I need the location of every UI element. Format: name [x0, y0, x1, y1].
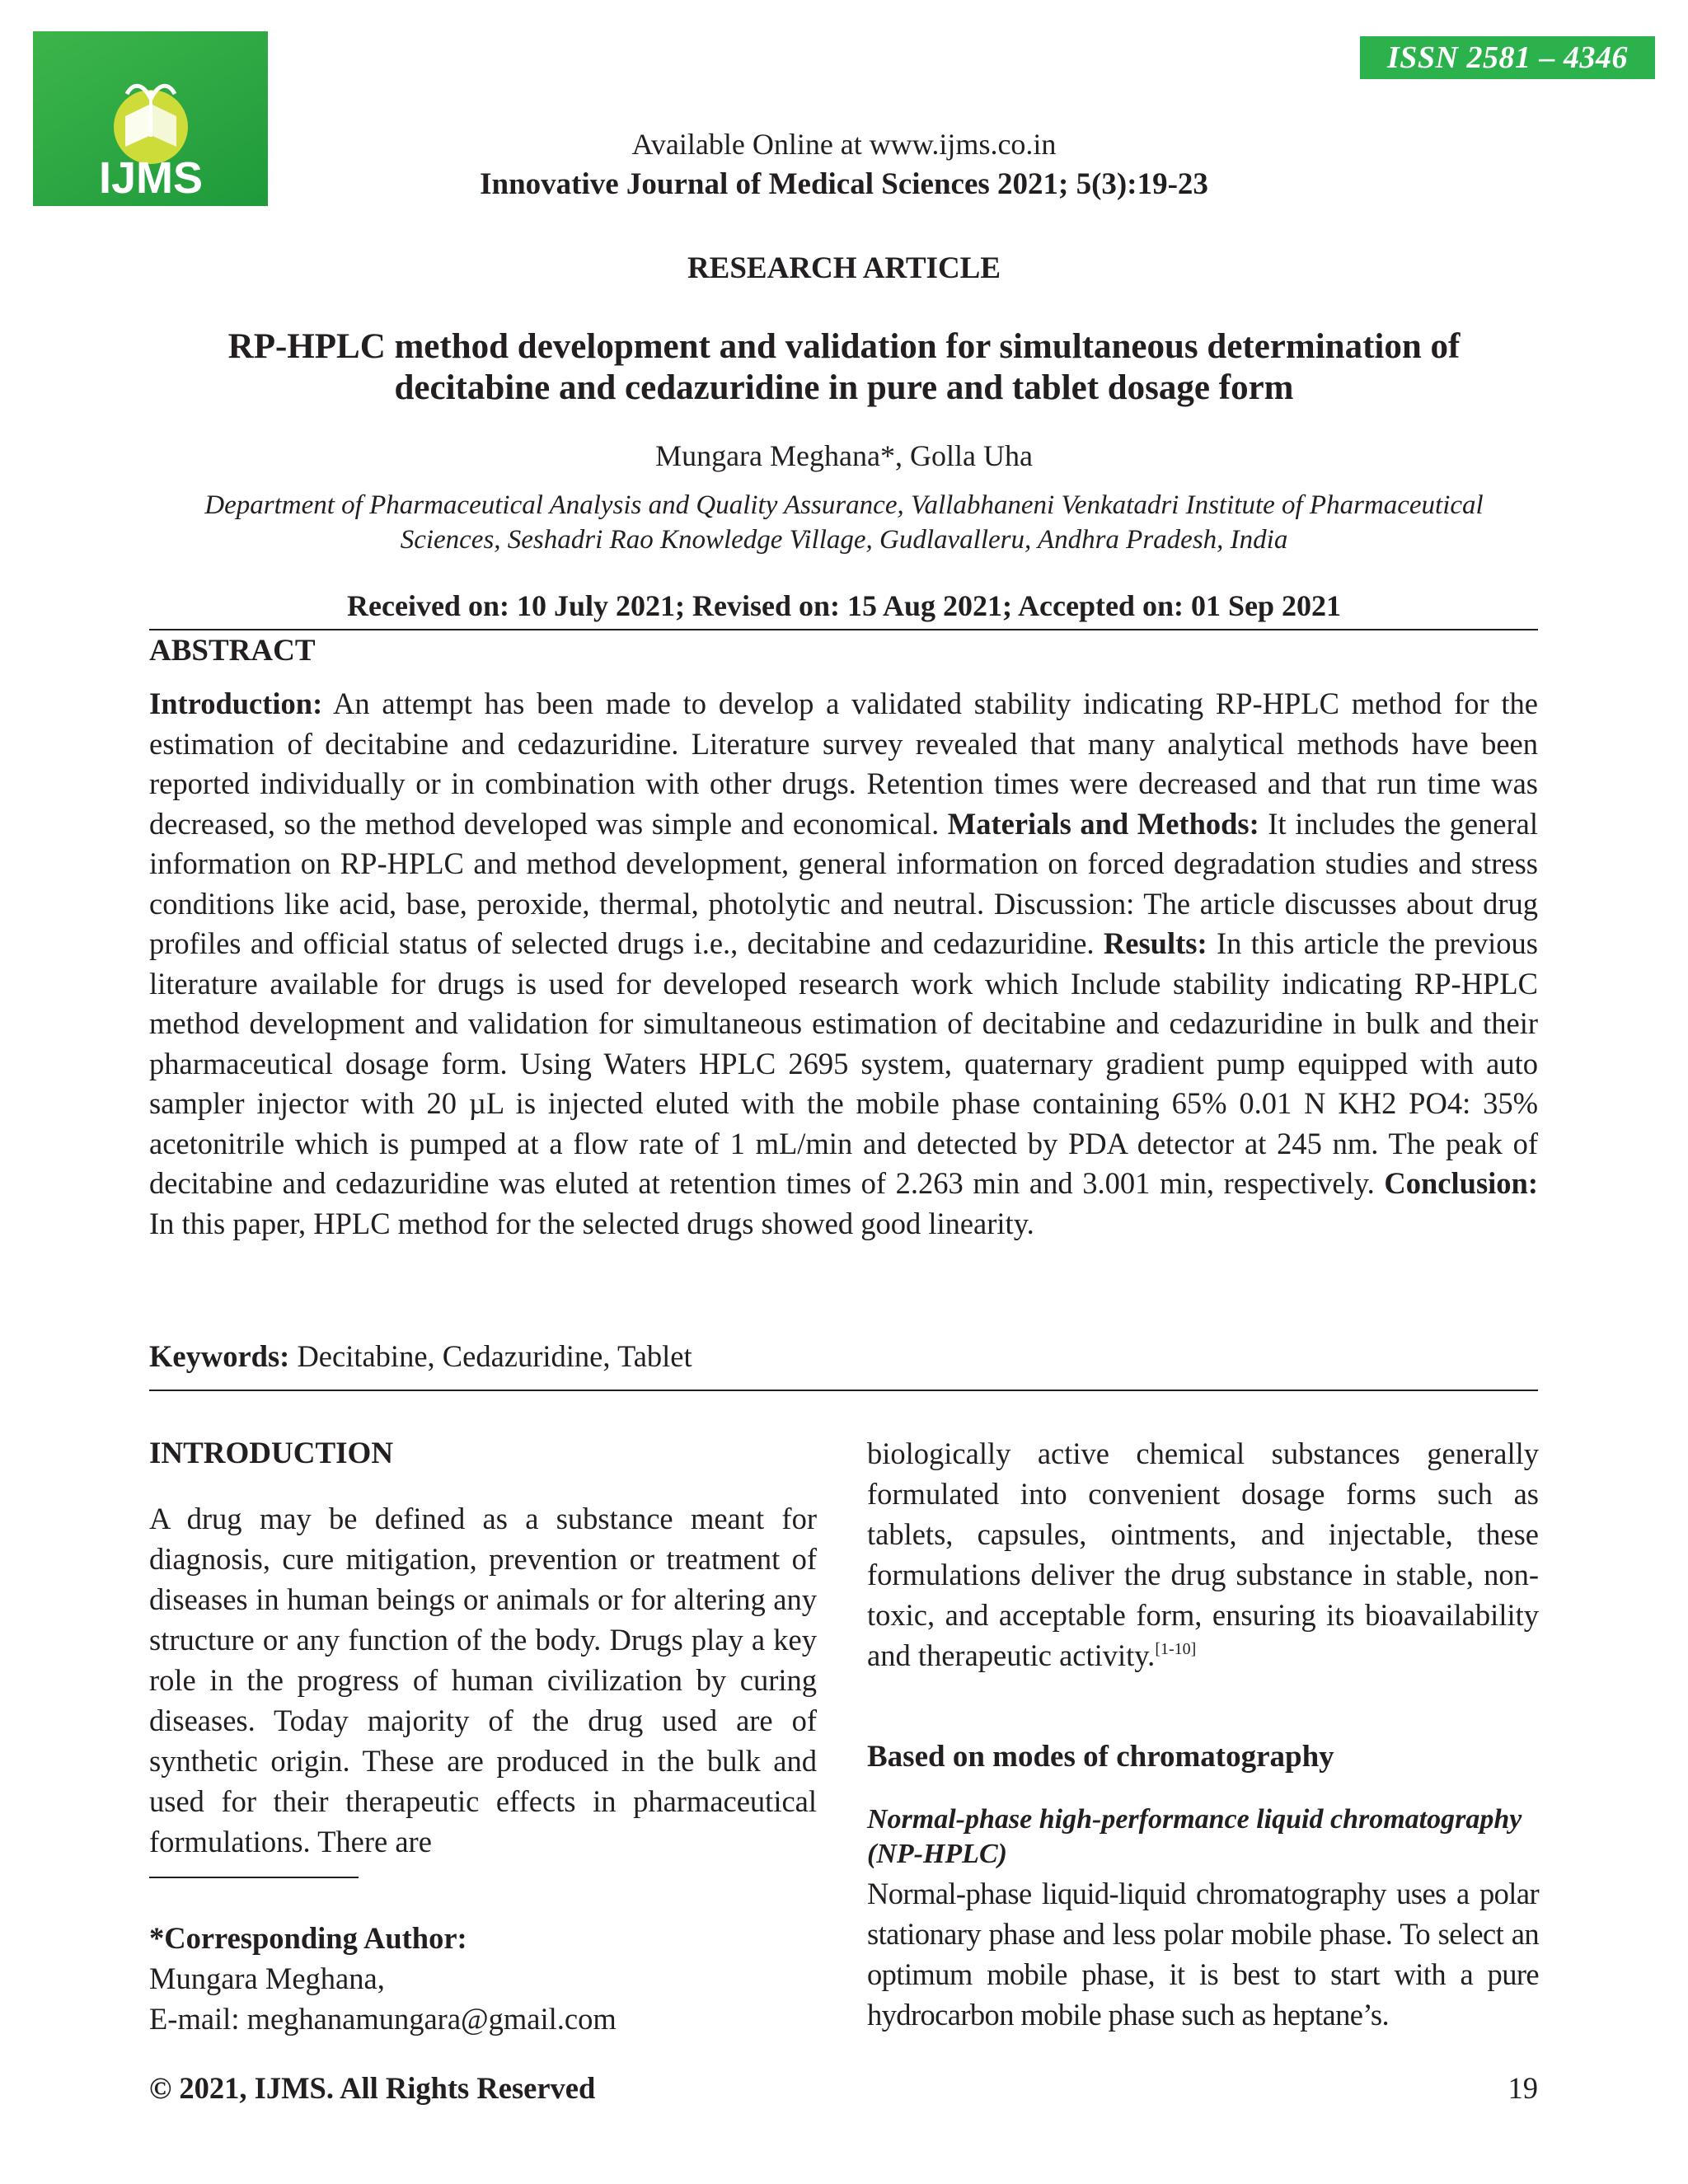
abstract-methods-text: It includes the general information on RP-HPLC and method development, general information on forced degradation studies and stress conditions like acid, base, peroxide, thermal, photolytic and neutral. Discussion: The article discusses about drug profiles and official status of selected drugs i.e., decitabine and cedazuridine. — [149, 806, 1539, 960]
journal-citation: Innovative Journal of Medical Sciences 2021; 5(3):19-23 — [480, 167, 1208, 201]
np-hplc-subheading: Normal-phase high-performance liquid chromatography (NP-HPLC) — [867, 1804, 1522, 1869]
chromatography-modes-heading: Based on modes of chromatography — [867, 1740, 1334, 1774]
footnote-divider — [149, 1877, 359, 1878]
page-number: 19 — [1507, 2071, 1538, 2105]
introduction-body: A drug may be defined as a substance meant for diagnosis, cure mitigation, prevention or treatment of diseases in human beings or animals or for altering any structure or any function of the body. Drugs play a key role in the progress of human civilization by curing diseases. Today majority of the drug used are of synthetic origin. These are produced in the bulk and used for their therapeutic effects in pharmaceutical formulations. There are — [149, 1502, 817, 1858]
article-title: RP-HPLC method development and validation for simultaneous determination of decitabine and cedazuridine in pure and tablet dosage form — [227, 327, 1461, 407]
introduction-continuation — [867, 1433, 1539, 1675]
abstract-introduction-label: Introduction: — [149, 687, 323, 720]
abstract-introduction-text: An attempt has been made to develop a validated stability indicating RP-HPLC method for the estimation of decitabine and cedazuridine. Literature survey revealed that many analytical methods have been reported individually or in combination with other drugs. Retention times were decreased and that run time was decreased, so the method developed was simple and economical. — [149, 687, 1538, 841]
abstract-conclusion-text: In this paper, HPLC method for the selected drugs showed good linearity. — [149, 1206, 1034, 1240]
divider-top — [149, 629, 1538, 630]
citation-reference: [1-10] — [1155, 1640, 1197, 1658]
np-hplc-body: Normal-phase liquid-liquid chromatography uses a polar stationary phase and less polar mobile phase. To select an optimum mobile phase, it is best to start with a pure hydrocarbon mobile phase such as heptane’s. — [867, 1877, 1539, 2032]
abstract-heading: ABSTRACT — [149, 634, 316, 668]
abstract-results-text: In this article the previous literature available for drugs is used for developed research work which Include stability indicating RP-HPLC method development and validation for simultaneous estimation of decitabine and cedazuridine in bulk and their pharmaceutical dosage form. Using Waters HPLC 2695 system, quaternary gradient pump equipped with auto sampler injector with 20 µL is injected eluted with the mobile phase containing 65% 0.01 N KH2 PO4: 35% acetonitrile which is pumped at a flow rate of 1 mL/min and detected by PDA detector at 245 nm. The peak of decitabine and cedazuridine was eluted at retention times of 2.263 min and 3.001 min, respectively. — [149, 926, 1538, 1200]
divider-bottom — [149, 1390, 1538, 1391]
abstract-body — [149, 684, 1538, 1244]
article-type: RESEARCH ARTICLE — [687, 251, 1001, 285]
corresponding-author-name: Mungara Meghana, — [149, 1961, 385, 1995]
author-list: Mungara Meghana*, Golla Uha — [655, 439, 1033, 472]
issn-badge: ISSN 2581 – 4346 — [1360, 36, 1655, 79]
keywords-text: Decitabine, Cedazuridine, Tablet — [289, 1339, 692, 1373]
introduction-continuation-text: biologically active chemical substances generally formulated into convenient dosage forms such as tablets, capsules, ointments, and injectable, these formulations deliver the drug substance in stable, non-toxic, and acceptable form, ensuring its bioavailability and therapeutic activity. — [867, 1436, 1539, 1672]
introduction-heading: INTRODUCTION — [149, 1436, 394, 1470]
copyright-notice: © 2021, IJMS. All Rights Reserved — [149, 2071, 596, 2105]
abstract-results-label: Results: — [1103, 926, 1207, 960]
logo-text: IJMS — [98, 153, 204, 203]
available-online: Available Online at www.ijms.co.in — [631, 128, 1057, 161]
abstract-conclusion-label: Conclusion: — [1384, 1166, 1538, 1200]
corresponding-author-label: *Corresponding Author: — [149, 1921, 467, 1955]
article-dates: Received on: 10 July 2021; Revised on: 15 Aug 2021; Accepted on: 01 Sep 2021 — [347, 589, 1341, 622]
corresponding-author-email: E-mail: meghanamungara@gmail.com — [149, 2002, 617, 2036]
keywords-line — [149, 1338, 692, 1374]
keywords-label: Keywords: — [149, 1339, 290, 1373]
author-affiliation: Department of Pharmaceutical Analysis and Quality Assurance, Vallabhaneni Venkatadri Institute of Pharmaceutical Sciences, Seshadri Rao Knowledge Village, Gudlavalleru, Andhra Pradesh, India — [204, 490, 1484, 555]
abstract-methods-label: Materials and Methods: — [947, 806, 1259, 841]
